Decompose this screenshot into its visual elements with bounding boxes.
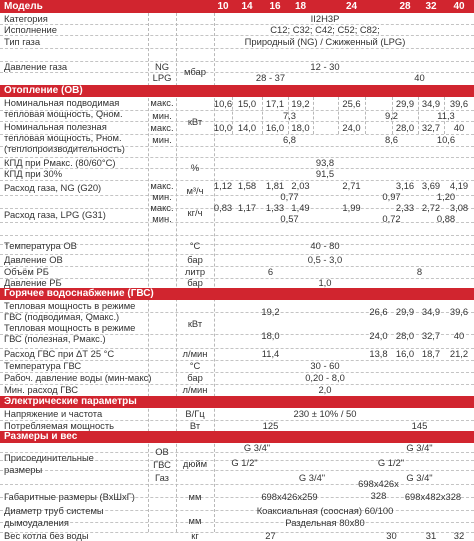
value: 328 [370, 490, 387, 502]
value: 230 ± 10% / 50 [293, 408, 357, 420]
value: 2,33 [395, 201, 415, 213]
sub-label: NG [154, 60, 170, 72]
param-label: Расход газа, NG (G20) [4, 181, 102, 193]
unit: Вт [189, 419, 201, 431]
value: 0,57 [280, 212, 299, 224]
param-label: Тепловая мощность в режиме [4, 321, 136, 333]
value: 3,69 [421, 179, 441, 191]
value: 2,03 [291, 179, 310, 191]
param-label: ГВС (полезная, Pмакс.) [4, 332, 106, 344]
value: 24,0 [369, 330, 388, 342]
unit: бар [187, 254, 203, 266]
value: 39,6 [449, 306, 469, 318]
value: 0,97 [382, 190, 401, 202]
param-label: Диаметр труб системы [4, 505, 104, 517]
param-label: Номинальная подводимая [4, 96, 120, 108]
sub-label: мин. [152, 212, 172, 224]
value: 40 [453, 330, 465, 342]
param-label: тепловая мощность, Qном. [4, 107, 123, 119]
sub-label: макс. [150, 96, 174, 108]
value: 16,0 [395, 348, 415, 360]
value: 40 [453, 121, 465, 133]
value: 16,0 [265, 121, 285, 133]
section-title: Электрические параметры [4, 396, 137, 407]
value: 698x426x259 [261, 491, 318, 503]
value: 34,9 [421, 97, 441, 109]
sub-label: макс. [150, 201, 174, 213]
value: 18,7 [421, 348, 441, 360]
value: 40 [414, 71, 425, 83]
sub-label: ОВ [155, 446, 169, 458]
param-label: Рабоч. давление воды (мин-макс) [4, 372, 152, 384]
value: 32 [453, 530, 465, 541]
value: 17,1 [265, 97, 285, 109]
unit: м³/ч [186, 185, 204, 197]
param-label: Вес котла без воды [4, 530, 89, 541]
value: 14,0 [237, 121, 257, 133]
model-header-14: 14 [241, 1, 253, 12]
unit: мм [188, 491, 202, 503]
unit: бар [187, 372, 203, 384]
value: 2,71 [342, 179, 361, 191]
param-label: Тип газа [4, 35, 41, 47]
param-label: Потребляемая мощность [4, 419, 115, 431]
value: 6,8 [282, 134, 297, 146]
sub-label: LPG [152, 71, 172, 83]
value: 0,72 [382, 212, 401, 224]
value: 8 [416, 266, 423, 278]
sub-label: мин. [152, 190, 172, 202]
unit: дюйм [182, 457, 208, 469]
value: G 3/4" [406, 442, 433, 454]
row-divider [0, 48, 474, 49]
param-label: КПД при Pмакс. (80/60°С) [4, 156, 116, 168]
sub-label: макс. [150, 121, 174, 133]
section-title: Размеры и вес [4, 431, 78, 442]
value: 40 - 80 [310, 240, 340, 252]
param-label: Температура ГВС [4, 360, 82, 372]
unit: мм [188, 515, 202, 527]
value: 1,12 [213, 179, 233, 191]
value: 26,6 [369, 306, 388, 318]
param-label: (теплопроизводительность) [4, 142, 125, 154]
value: 32,7 [421, 121, 441, 133]
value: 1,33 [265, 201, 285, 213]
value: 30 [386, 530, 397, 541]
value: 0,5 - 3,0 [307, 254, 343, 266]
value: 31 [425, 530, 437, 541]
param-label: Расход газа, LPG (G31) [4, 209, 106, 221]
value: 19,2 [261, 306, 280, 318]
value: 1,20 [436, 190, 456, 202]
model-header-24: 24 [345, 1, 358, 12]
unit: бар [187, 277, 203, 289]
value: II2H3P [310, 12, 340, 24]
param-label: Номинальная полезная [4, 120, 107, 132]
section-title: Отопление (ОВ) [4, 85, 83, 96]
value: 125 [262, 419, 279, 431]
param-label: Напряжение и частота [4, 408, 103, 420]
row-divider [0, 235, 474, 236]
param-label: Объём РБ [4, 266, 49, 278]
sub-label: ГВС [153, 459, 171, 471]
section-title: Горячее водоснабжение (ГВС) [4, 288, 154, 299]
unit: В/Гц [185, 408, 205, 420]
value: 13,8 [369, 348, 388, 360]
unit: % [190, 162, 200, 174]
value: 34,9 [421, 306, 441, 318]
value: 11,3 [437, 109, 455, 121]
value: 93,8 [315, 156, 335, 168]
value: G 1/2" [231, 457, 258, 469]
value: 18,0 [261, 330, 280, 342]
value: Коаксиальная (соосная) 60/100 [256, 505, 394, 517]
model-header-16: 16 [269, 1, 281, 12]
value: 3,16 [395, 179, 415, 191]
value: G 3/4" [243, 442, 271, 454]
unit: кВт [187, 115, 203, 127]
value: 1,17 [237, 201, 257, 213]
value: 30 - 60 [310, 360, 340, 372]
param-label: Мин. расход ГВС [4, 384, 79, 396]
value: 15,0 [237, 97, 257, 109]
param-label: Тепловая мощность в режиме [4, 299, 136, 311]
value: 4,19 [449, 179, 469, 191]
unit: л/мин [182, 384, 208, 396]
value: 145 [411, 419, 428, 431]
param-label: Температура ОВ [4, 240, 77, 252]
model-header-28: 28 [399, 1, 411, 12]
param-label: дымоудаления [4, 517, 69, 529]
model-header-18: 18 [294, 1, 307, 12]
param-label: КПД при 30% [4, 167, 63, 179]
value: 28,0 [395, 121, 415, 133]
value: Раздельная 80х80 [285, 517, 365, 529]
sub-label: мин. [152, 134, 172, 146]
param-label: Категория [4, 12, 48, 24]
value: 6 [267, 266, 274, 278]
unit: °С [189, 240, 201, 252]
param-label: Давление ОВ [4, 254, 63, 266]
unit: мбар [184, 66, 206, 78]
value: 28,0 [395, 330, 415, 342]
value: 1,58 [237, 179, 257, 191]
value: 29,9 [395, 306, 415, 318]
unit: кг/ч [187, 207, 203, 219]
param-label: Исполнение [4, 23, 57, 35]
value: 0,88 [436, 212, 456, 224]
value: 0,83 [213, 201, 233, 213]
sub-label: Газ [155, 472, 169, 484]
value: 10,0 [213, 121, 233, 133]
param-label: тепловая мощность, Pном. [4, 131, 122, 143]
value: G 3/4" [298, 472, 326, 484]
value: 2,0 [318, 384, 332, 396]
model-header-32: 32 [425, 1, 437, 12]
param-label: Давление газа [4, 60, 68, 72]
value: 3,08 [449, 201, 469, 213]
unit: кВт [187, 318, 203, 330]
value: 0,20 - 8,0 [305, 372, 345, 384]
value: 24,0 [342, 121, 361, 133]
sub-label: мин. [152, 109, 172, 121]
param-label: ГВС (подводимая, Qмакс.) [4, 310, 120, 322]
unit: кг [191, 530, 199, 541]
sub-label: макс. [150, 179, 174, 191]
param-label: Давление РБ [4, 277, 62, 289]
value: 39,6 [449, 97, 469, 109]
value: 19,2 [291, 97, 310, 109]
value: 1,49 [291, 201, 310, 213]
value: 28 - 37 [255, 71, 286, 83]
value: 18,0 [291, 121, 310, 133]
value: 27 [265, 530, 276, 541]
model-header-40: 40 [453, 1, 465, 12]
value: 2,72 [421, 201, 441, 213]
value: 12 - 30 [310, 60, 340, 72]
param-label: Расход ГВС при ΔТ 25 °С [4, 348, 115, 360]
value: 7,3 [282, 109, 297, 121]
value: 0,77 [280, 190, 299, 202]
value: 10,6 [213, 97, 233, 109]
value: 1,99 [342, 201, 361, 213]
value: 10,6 [436, 134, 456, 146]
unit: литр [184, 266, 206, 278]
value: 91,5 [315, 167, 335, 179]
value: G 3/4" [406, 472, 433, 484]
value: 8,6 [384, 134, 399, 146]
unit: °С [189, 360, 201, 372]
value: Природный (NG) / Сжиженный (LPG) [244, 35, 406, 47]
model-header-10: 10 [217, 1, 229, 12]
value: С12; С32; С42; С52; С82; [270, 23, 380, 35]
value: 698x482x328 [404, 491, 462, 503]
value: G 1/2" [377, 457, 405, 469]
value: 1,0 [318, 277, 332, 289]
value: 21,2 [449, 348, 469, 360]
value: 11,4 [261, 348, 280, 360]
value: 25,6 [342, 97, 361, 109]
param-label: размеры [4, 464, 43, 476]
unit: л/мин [182, 348, 208, 360]
param-label: Габаритные размеры (ВхШхГ) [4, 491, 135, 503]
value: 698x426x [358, 478, 399, 490]
value: 29,9 [395, 97, 415, 109]
value: 1,81 [265, 179, 285, 191]
value: 9,2 [384, 109, 399, 121]
header-title: Модель [4, 1, 43, 12]
value: 32,7 [421, 330, 441, 342]
param-label: Присоединительные [4, 452, 94, 464]
